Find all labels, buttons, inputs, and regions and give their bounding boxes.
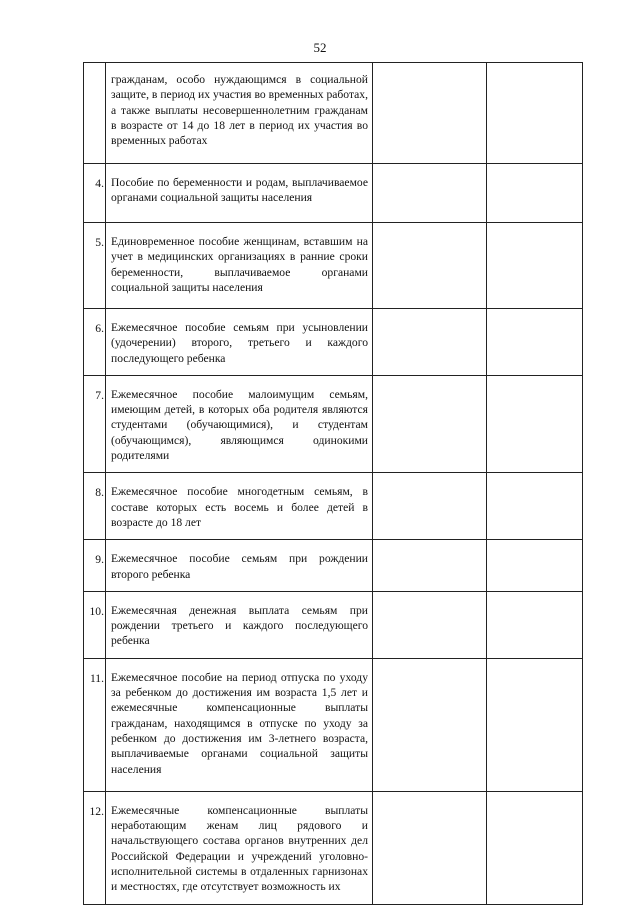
benefit-description: Ежемесячное пособие малоимущим семьям, имеющим детей, в которых оба родителя являются студентами (обучающимися), и студентам (обучающимся), являющимся одинокими родителями (106, 375, 373, 472)
empty-cell (373, 375, 487, 472)
empty-cell (373, 309, 487, 376)
empty-cell (487, 223, 583, 309)
row-number: 6. (84, 309, 106, 376)
row-number: 10. (84, 591, 106, 658)
empty-cell (487, 63, 583, 164)
empty-cell (373, 658, 487, 791)
empty-cell (487, 375, 583, 472)
empty-cell (487, 473, 583, 540)
empty-cell (487, 309, 583, 376)
row-number: 11. (84, 658, 106, 791)
empty-cell (373, 164, 487, 223)
row-number: 12. (84, 791, 106, 904)
benefit-description: Ежемесячная денежная выплата семьям при рождении третьего и каждого последующего ребенка (106, 591, 373, 658)
table-row (84, 591, 583, 658)
benefit-description: Ежемесячное пособие на период отпуска по уходу за ребенком до достижения им возраста 1,5 лет и ежемесячные компенсационные выплаты гражданам, находящимся в отпуске по уходу за ребенком до достижения им 3-летнего возраста, выплачиваемые органами социальной защиты населения (106, 658, 373, 791)
empty-cell (487, 540, 583, 592)
empty-cell (373, 540, 487, 592)
benefit-description: Ежемесячное пособие многодетным семьям, в составе которых есть восемь и более детей в возрасте до 18 лет (106, 473, 373, 540)
empty-cell (373, 791, 487, 904)
empty-cell (487, 164, 583, 223)
table-row (84, 164, 583, 223)
benefit-description: Ежемесячное пособие семьям при усыновлении (удочерении) второго, третьего и каждого последующего ребенка (106, 309, 373, 376)
empty-cell (487, 591, 583, 658)
benefits-table (83, 62, 583, 905)
benefit-description: Ежемесячные компенсационные выплаты неработающим женам лиц рядового и начальствующего состава органов внутренних дел Российской Федерации и учреждений уголовно-исполнительной системы в отдаленных гарнизонах и местностях, где отсутствует возможность их (106, 791, 373, 904)
table-row (84, 791, 583, 904)
empty-cell (373, 223, 487, 309)
benefit-description: Ежемесячное пособие семьям при рождении второго ребенка (106, 540, 373, 592)
table-row (84, 658, 583, 791)
row-number: 5. (84, 223, 106, 309)
benefit-description: Единовременное пособие женщинам, вставшим на учет в медицинских организациях в ранние сроки беременности, выплачиваемое органами социальной защиты населения (106, 223, 373, 309)
row-number: 4. (84, 164, 106, 223)
table-row (84, 309, 583, 376)
benefit-description: гражданам, особо нуждающимся в социальной защите, в период их участия во временных работах, а также выплаты несовершеннолетним гражданам в возрасте от 14 до 18 лет в период их участия во временных работах (106, 63, 373, 164)
row-number: 9. (84, 540, 106, 592)
empty-cell (487, 658, 583, 791)
row-number: 7. (84, 375, 106, 472)
table-row (84, 473, 583, 540)
table-row (84, 375, 583, 472)
empty-cell (373, 63, 487, 164)
empty-cell (373, 591, 487, 658)
table-row (84, 540, 583, 592)
empty-cell (373, 473, 487, 540)
page-number: 52 (313, 40, 327, 55)
benefit-description: Пособие по беременности и родам, выплачиваемое органами социальной защиты населения (106, 164, 373, 223)
table-row (84, 63, 583, 164)
row-number: 8. (84, 473, 106, 540)
empty-cell (487, 791, 583, 904)
row-number (84, 63, 106, 164)
table-row (84, 223, 583, 309)
